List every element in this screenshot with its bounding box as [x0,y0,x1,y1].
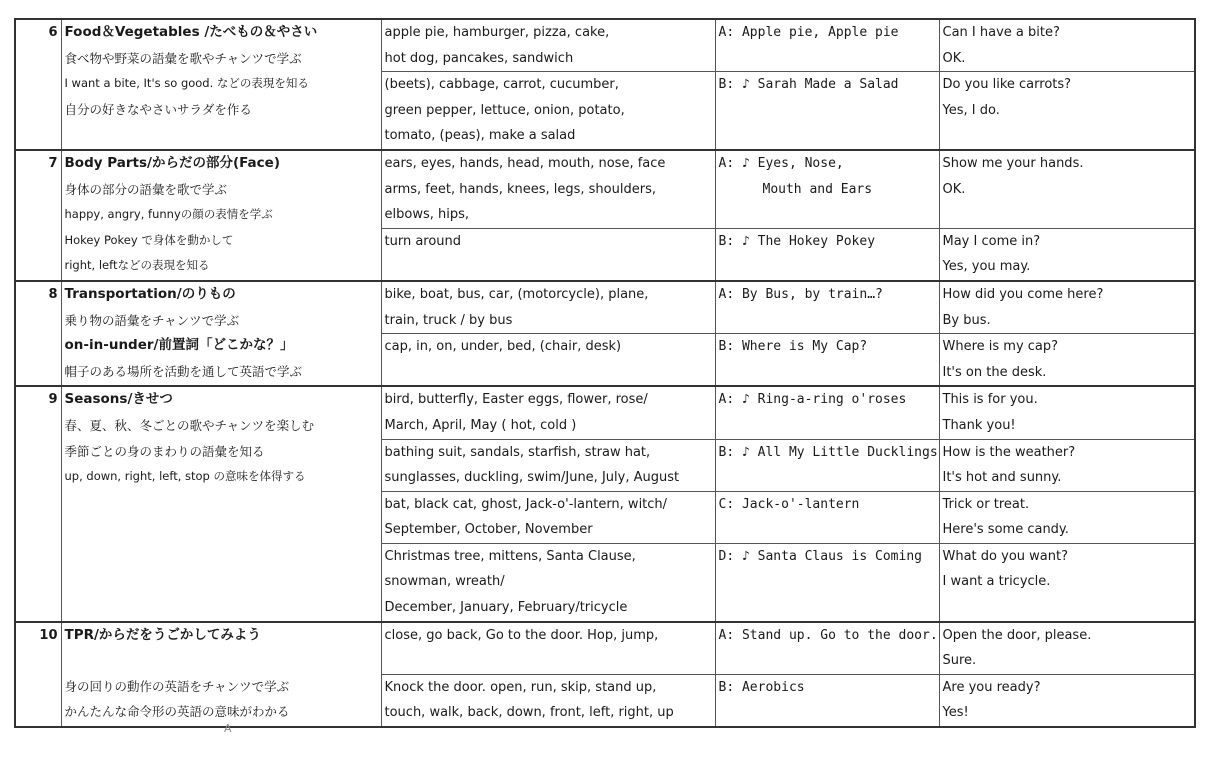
dialogue-line: How is the weather? [942,444,1076,460]
song-cell [715,150,939,228]
vocab-line: cap, in, on, under, bed, (chair, desk) [384,339,622,355]
dialogue-line: Can I have a bite? [942,25,1060,40]
unit-topic [61,386,381,621]
song-line: D: ♪ Santa Claus is Coming [718,548,922,564]
vocab-line: turn around [384,233,462,249]
curriculum-sheet [14,18,1194,721]
vocab-line: arms, feet, hands, knees, legs, shoulders, [384,181,656,197]
topic-line: I want a bite, It's so good. などの表現を知る [64,76,309,91]
dialogue-line: Trick or treat. [942,496,1030,512]
song-line: B: ♪ The Hokey Pokey [718,233,876,249]
dialogue-cell [939,334,1195,387]
vocab-cell [381,72,715,150]
topic-line: 乗り物の語彙をチャンツで学ぶ [64,312,240,328]
song-cell [715,543,939,621]
vocab-line: train, truck / by bus [384,312,513,328]
song-line: B: Where is My Cap? [718,339,868,355]
dialogue-line: How did you come here? [942,286,1104,302]
dialogue-line: Here's some candy. [942,522,1069,538]
dialogue-line: OK. [942,181,966,197]
dialogue-cell [939,674,1195,727]
vocab-cell [381,19,715,72]
vocab-line: ears, eyes, hands, head, mouth, nose, face [384,155,666,171]
dialogue-cell [939,386,1195,439]
dialogue-line: By bus. [942,312,991,328]
dialogue-line: What do you want? [942,548,1068,564]
topic-line: 身の回りの動作の英語をチャンツで学ぶ [64,678,290,694]
dialogue-cell [939,543,1195,621]
dialogue-line: Open the door, please. [942,627,1092,643]
unit-title: Body Parts/からだの部分(Face) [64,154,280,171]
dialogue-line: Thank you! [942,417,1016,433]
vocab-cell [381,491,715,543]
vocab-line-empty [385,648,712,674]
song-line: B: Aerobics [718,679,805,695]
dialogue-cell [939,622,1195,675]
dialogue-cell [939,439,1195,491]
unit-topic [61,281,381,386]
topic-line: 自分の好きなやさいサラダを作る [64,101,252,117]
unit-title: Seasons/きせつ [64,391,173,408]
dialogue-cell [939,491,1195,543]
unit-number: 8 [15,281,61,386]
song-cell [715,622,939,675]
song-line: A: Stand up. Go to the door. [718,627,938,643]
unit-title: TPR/からだをうごかしてみよう [64,626,261,643]
vocab-line: (beets), cabbage, carrot, cucumber, [384,77,619,93]
dialogue-cell [939,19,1195,72]
vocab-cell [381,334,715,387]
song-cell [715,491,939,543]
unit-number: 6 [15,19,61,150]
vocab-line: September, October, November [384,522,593,538]
dialogue-line: Yes, I do. [942,102,1000,118]
dialogue-cell [939,150,1195,228]
topic-line: 春、夏、秋、冬ごとの歌やチャンツを楽しむ [64,417,315,433]
vocab-line: snowman, wreath/ [384,574,505,590]
unit-8-row-a [15,281,1195,334]
song-line: Mouth and Ears [762,181,873,197]
vocab-line: December, January, February/tricycle [384,600,628,616]
song-line: B: ♪ Sarah Made a Salad [718,77,899,93]
dialogue-cell [939,228,1195,281]
song-cell [715,228,939,281]
dialogue-line: It's on the desk. [942,364,1047,380]
unit-7-row-a [15,150,1195,228]
song-cell [715,19,939,72]
topic-line: Hokey Pokey で身体を動かして [64,232,234,247]
dialogue-cell [939,72,1195,150]
dialogue-line: This is for you. [942,392,1038,408]
song-cell [715,439,939,491]
dialogue-line: Are you ready? [942,679,1041,695]
unit-number: 9 [15,386,61,621]
song-line: B: ♪ All My Little Ducklings [718,444,938,460]
vocab-cell [381,386,715,439]
vocab-line: Knock the door. open, run, skip, stand up, [384,679,657,695]
song-line: A: ♪ Eyes, Nose, [718,155,844,171]
unit-number: 10 [15,622,61,727]
vocab-line: March, April, May ( hot, cold ) [384,417,577,433]
vocab-cell [381,150,715,228]
topic-line: 身体の部分の語彙を歌で学ぶ [64,181,228,197]
vocab-line: hot dog, pancakes, sandwich [384,50,574,66]
unit-10-row-a [15,622,1195,675]
dialogue-line: It's hot and sunny. [942,470,1062,486]
vocab-line: Christmas tree, mittens, Santa Clause, [384,548,636,564]
vocab-line: elbows, hips, [384,207,469,223]
vocab-cell [381,674,715,727]
vocab-line: close, go back, Go to the door. Hop, jump, [384,627,659,643]
unit-9-row-a [15,386,1195,439]
dialogue-cell [939,281,1195,334]
vocab-cell [381,228,715,281]
dialogue-line: Do you like carrots? [942,77,1072,93]
song-line: C: Jack-o'-lantern [718,496,860,512]
unit-title: Food＆Vegetables /たべもの＆やさい [64,24,318,40]
vocab-line: bat, black cat, ghost, Jack-o'-lantern, witch/ [384,496,668,512]
topic-line: 食べ物や野菜の語彙を歌やチャンツで学ぶ [64,50,302,66]
song-line: A: Apple pie, Apple pie [718,25,899,40]
dialogue-line: Yes! [942,705,969,721]
topic-line [65,648,378,674]
song-line: A: By Bus, by train…? [718,286,883,302]
song-cell [715,334,939,387]
dialogue-line: Show me your hands. [942,155,1084,171]
vocab-line: bird, butterfly, Easter eggs, flower, rose/ [384,392,648,408]
dialogue-line: I want a tricycle. [942,574,1051,590]
unit-topic [61,19,381,150]
vocab-line: sunglasses, duckling, swim/June, July, August [384,470,680,486]
dialogue-line: Where is my cap? [942,339,1059,355]
unit-topic [61,150,381,281]
vocab-line: bike, boat, bus, car, (motorcycle), plane, [384,286,649,302]
topic-line: up, down, right, left, stop の意味を体得する [64,469,306,484]
topic-line: 季節ごとの身のまわりの語彙を知る [64,443,265,459]
vocab-line: tomato, (peas), make a salad [384,128,576,144]
unit-topic [61,622,381,727]
vocab-cell [381,439,715,491]
vocab-line: touch, walk, back, down, front, left, right, up [384,705,674,721]
vocab-line: bathing suit, sandals, starfish, straw hat, [384,444,651,460]
stray-pencil-mark: A [224,722,232,735]
unit-number: 7 [15,150,61,281]
vocab-line: apple pie, hamburger, pizza, cake, [384,25,610,40]
unit-6-row-a [15,19,1195,72]
dialogue-line: May I come in? [942,233,1041,249]
topic-line: かんたんな命令形の英語の意味がわかる [64,704,290,720]
song-line: A: ♪ Ring-a-ring o'roses [718,392,907,408]
topic-line: happy, angry, funnyの顔の表情を学ぶ [64,207,273,222]
unit-title: Transportation/のりもの [64,285,236,302]
dialogue-line: OK. [942,50,966,66]
vocab-line: green pepper, lettuce, onion, potato, [384,102,625,118]
vocab-cell [381,281,715,334]
song-cell [715,281,939,334]
dialogue-line: Yes, you may. [942,259,1031,275]
vocab-cell [381,543,715,621]
curriculum-table [14,18,1196,728]
vocab-cell [381,622,715,675]
topic-line: right, leftなどの表現を知る [64,258,210,273]
song-cell [715,72,939,150]
song-cell [715,386,939,439]
dialogue-line: Sure. [942,653,977,669]
topic-line: 帽子のある場所を活動を通して英語で学ぶ [64,363,303,379]
song-cell [715,674,939,727]
unit-subtitle: on-in-under/前置詞「どこかな？」 [64,337,294,354]
